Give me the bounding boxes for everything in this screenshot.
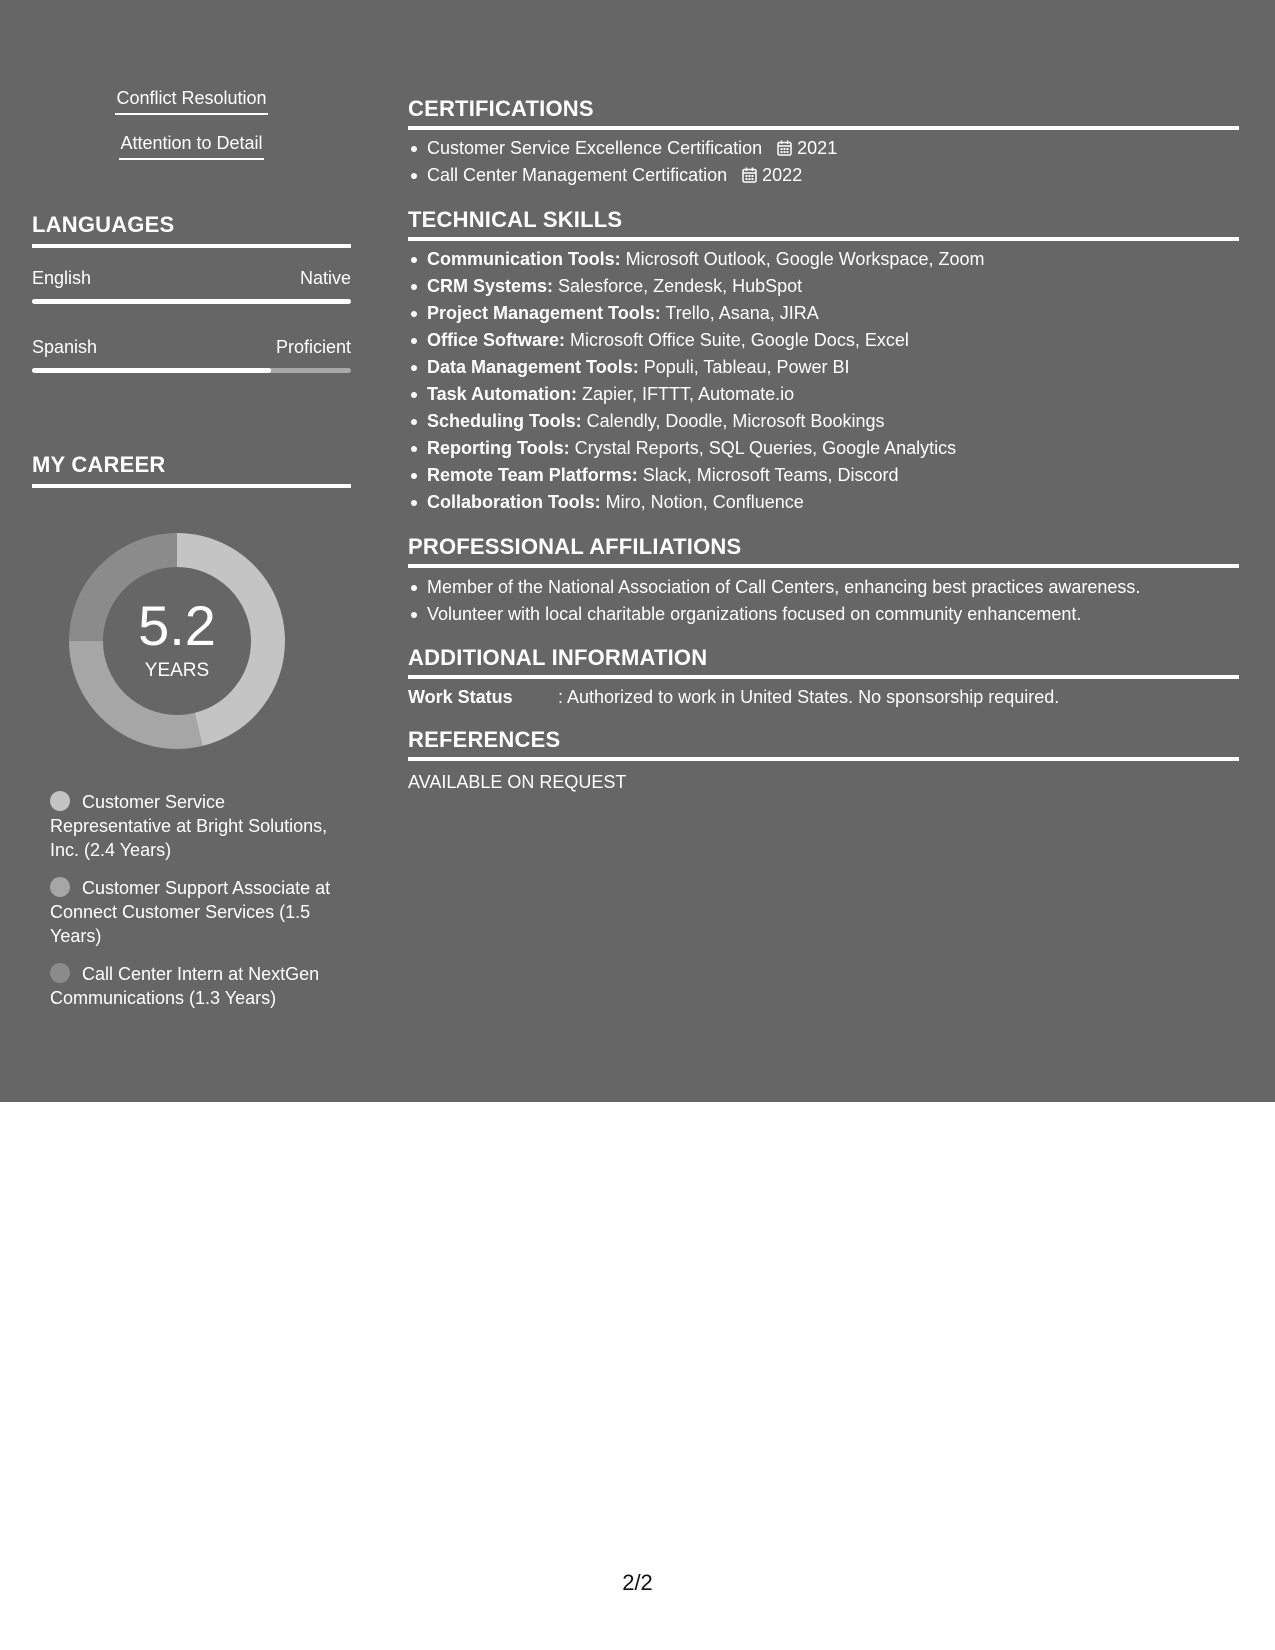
skill-category: Office Software: bbox=[427, 330, 566, 350]
language-name: English bbox=[32, 268, 92, 288]
references-heading: REFERENCES bbox=[408, 727, 1239, 761]
certification-name: Customer Service Excellence Certification bbox=[427, 138, 763, 158]
certification-name: Call Center Management Certification bbox=[427, 165, 728, 185]
language-row bbox=[32, 337, 351, 358]
skill-tag bbox=[32, 133, 351, 160]
technical-skills-heading: TECHNICAL SKILLS bbox=[408, 207, 1239, 241]
technical-skill-item bbox=[427, 246, 1258, 273]
skill-values: Miro, Notion, Confluence bbox=[600, 492, 804, 512]
affiliations-heading: PROFESSIONAL AFFILIATIONS bbox=[408, 534, 1239, 568]
skill-category: Communication Tools: bbox=[427, 249, 621, 269]
certifications-heading: CERTIFICATIONS bbox=[408, 96, 1239, 130]
page-number: 2/2 bbox=[622, 1570, 653, 1595]
skill-tag-label: Conflict Resolution bbox=[115, 88, 267, 115]
affiliations-list bbox=[408, 574, 1258, 628]
career-legend bbox=[50, 790, 350, 1024]
language-level: Native bbox=[299, 268, 351, 288]
skill-values: Populi, Tableau, Power BI bbox=[638, 357, 850, 377]
language-level: Proficient bbox=[275, 337, 351, 357]
technical-skill-item bbox=[427, 408, 1258, 435]
skill-category: CRM Systems: bbox=[427, 276, 554, 296]
technical-skills-list bbox=[408, 246, 1258, 516]
skill-category: Project Management Tools: bbox=[427, 303, 661, 323]
technical-skill-item bbox=[427, 462, 1258, 489]
technical-skill-item bbox=[427, 300, 1258, 327]
skill-values: Zapier, IFTTT, Automate.io bbox=[577, 384, 795, 404]
language-bar bbox=[32, 368, 351, 373]
career-legend-item bbox=[50, 876, 350, 948]
skill-category: Collaboration Tools: bbox=[427, 492, 601, 512]
affiliation-item: Volunteer with local charitable organizations focused on community enhancement. bbox=[427, 601, 1258, 628]
career-legend-label: Customer Service Representative at Bright Solutions, Inc. (2.4 Years) bbox=[50, 792, 328, 860]
skill-values: Calendly, Doodle, Microsoft Bookings bbox=[581, 411, 885, 431]
skill-category: Scheduling Tools: bbox=[427, 411, 582, 431]
career-legend-item bbox=[50, 962, 350, 1010]
certification-year: 2022 bbox=[762, 165, 803, 185]
technical-skill-item bbox=[427, 273, 1258, 300]
legend-dot-icon bbox=[50, 877, 70, 897]
work-status-value: : Authorized to work in United States. No sponsorship required. bbox=[558, 687, 1060, 707]
language-name: Spanish bbox=[32, 337, 98, 357]
career-legend-item bbox=[50, 790, 350, 862]
certification-item bbox=[427, 135, 1258, 162]
skill-category: Data Management Tools: bbox=[427, 357, 639, 377]
legend-dot-icon bbox=[50, 963, 70, 983]
language-row bbox=[32, 268, 351, 289]
certification-year: 2021 bbox=[797, 138, 838, 158]
skill-values: Salesforce, Zendesk, HubSpot bbox=[553, 276, 803, 296]
calendar-icon bbox=[777, 140, 792, 156]
languages-heading: LANGUAGES bbox=[32, 212, 351, 248]
skill-tag-label: Attention to Detail bbox=[119, 133, 263, 160]
affiliation-item: Member of the National Association of Call Centers, enhancing best practices awareness. bbox=[427, 574, 1258, 601]
references-text: AVAILABLE ON REQUEST bbox=[408, 772, 627, 792]
certification-item bbox=[427, 162, 1258, 189]
language-bar bbox=[32, 299, 351, 304]
skill-tag bbox=[32, 88, 351, 115]
skill-values: Slack, Microsoft Teams, Discord bbox=[637, 465, 899, 485]
skill-values: Microsoft Office Suite, Google Docs, Excel bbox=[565, 330, 909, 350]
calendar-icon bbox=[742, 167, 757, 183]
career-total-unit: YEARS bbox=[144, 660, 210, 681]
legend-dot-icon bbox=[50, 791, 70, 811]
technical-skill-item bbox=[427, 489, 1258, 516]
skill-values: Trello, Asana, JIRA bbox=[660, 303, 819, 323]
work-status-row bbox=[408, 687, 1239, 708]
certifications-list bbox=[408, 135, 1258, 189]
skill-category: Remote Team Platforms: bbox=[427, 465, 638, 485]
donut-center bbox=[64, 528, 290, 754]
technical-skill-item bbox=[427, 327, 1258, 354]
technical-skill-item bbox=[427, 435, 1258, 462]
technical-skill-item bbox=[427, 354, 1258, 381]
skill-values: Crystal Reports, SQL Queries, Google Analytics bbox=[569, 438, 957, 458]
career-legend-label: Customer Support Associate at Connect Customer Services (1.5 Years) bbox=[50, 878, 331, 946]
technical-skill-item bbox=[427, 381, 1258, 408]
career-total-years: 5.2 bbox=[138, 594, 216, 657]
language-bar-fill bbox=[32, 299, 351, 304]
skill-category: Task Automation: bbox=[427, 384, 578, 404]
additional-info-heading: ADDITIONAL INFORMATION bbox=[408, 645, 1239, 679]
skill-values: Microsoft Outlook, Google Workspace, Zoom bbox=[620, 249, 985, 269]
skill-category: Reporting Tools: bbox=[427, 438, 570, 458]
career-legend-label: Call Center Intern at NextGen Communications (1.3 Years) bbox=[50, 964, 320, 1008]
language-bar-fill bbox=[32, 368, 271, 373]
work-status-label: Work Status bbox=[408, 687, 513, 707]
career-heading: MY CAREER bbox=[32, 452, 351, 488]
